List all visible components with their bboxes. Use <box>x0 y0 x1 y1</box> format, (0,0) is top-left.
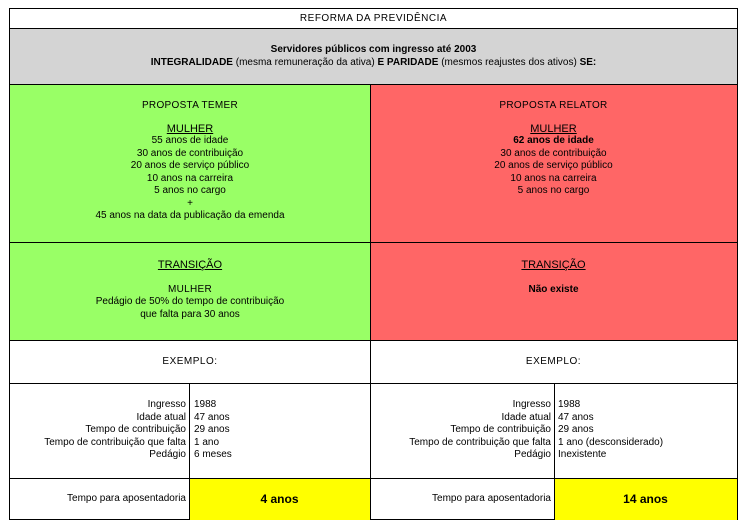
subtitle-paridade-desc: (mesmos reajustes dos ativos) <box>441 56 577 68</box>
grid-line <box>10 28 737 29</box>
subtitle-integralidade-desc: (mesma remuneração da ativa) <box>235 56 375 68</box>
temer-transition-cell <box>10 242 370 340</box>
relator-proposal-cell <box>370 84 737 242</box>
temer-req-6: 45 anos na data da publicação da emenda <box>95 210 285 221</box>
relator-val-contribuicao: 29 anos <box>558 424 594 435</box>
relator-result-value: 14 anos <box>554 478 737 520</box>
relator-req-3: 10 anos na carreira <box>510 172 597 184</box>
relator-val-idade: 47 anos <box>558 411 594 423</box>
temer-val-ingresso: 1988 <box>194 399 217 410</box>
subtitle-paridade: E PARIDADE <box>377 56 439 68</box>
relator-group-label: MULHER <box>530 122 577 135</box>
temer-result-value: 4 anos <box>189 478 370 520</box>
temer-val-idade: 47 anos <box>194 411 230 423</box>
relator-key-falta: Tempo de contribuição que falta <box>409 436 551 448</box>
temer-transition-line1: Pedágio de 50% do tempo de contribuição <box>95 296 285 307</box>
temer-key-idade: Idade atual <box>136 411 186 423</box>
temer-key-falta: Tempo de contribuição que falta <box>44 436 186 448</box>
relator-val-falta: 1 ano (desconsiderado) <box>558 436 664 448</box>
temer-proposal-header: PROPOSTA TEMER <box>141 100 239 111</box>
relator-example-keys <box>370 399 551 462</box>
comparison-table <box>9 8 738 520</box>
relator-val-ingresso: 1988 <box>558 399 581 410</box>
temer-transition-line2: que falta para 30 anos <box>140 308 240 320</box>
temer-req-plus: + <box>187 197 193 209</box>
temer-req-3: 20 anos de serviço público <box>130 160 250 171</box>
subtitle-line2 <box>10 57 737 70</box>
temer-val-contribuicao: 29 anos <box>194 424 230 435</box>
grid-line <box>189 383 190 520</box>
relator-key-pedagio: Pedágio <box>514 449 551 460</box>
temer-req-5: 5 anos no cargo <box>154 185 226 196</box>
relator-req-age: 62 anos de idade <box>513 135 594 146</box>
grid-line <box>10 478 737 479</box>
temer-req-2: 30 anos de contribuição <box>136 147 244 159</box>
grid-line <box>370 84 371 520</box>
relator-key-idade: Idade atual <box>501 411 551 423</box>
relator-transition-cell <box>370 242 737 340</box>
temer-val-falta: 1 ano <box>194 436 220 448</box>
subtitle-line1: Servidores públicos com ingresso até 2003 <box>270 44 477 55</box>
relator-transition-title: TRANSIÇÃO <box>521 259 586 271</box>
temer-transition-group: MULHER <box>167 283 213 295</box>
relator-val-pedagio: Inexistente <box>558 449 607 460</box>
relator-key-contribuicao: Tempo de contribuição <box>450 424 551 435</box>
relator-req-2: 20 anos de serviço público <box>494 160 613 171</box>
temer-example-values <box>194 399 364 462</box>
temer-result-label: Tempo para aposentadoria <box>67 493 186 504</box>
temer-val-pedagio: 6 meses <box>194 449 232 460</box>
relator-req-1: 30 anos de contribuição <box>500 147 607 159</box>
relator-key-ingresso: Ingresso <box>512 399 551 410</box>
subtitle-se: SE: <box>579 56 597 68</box>
temer-example-label: EXEMPLO: <box>162 356 218 367</box>
temer-key-ingresso: Ingresso <box>147 399 186 410</box>
grid-line <box>10 84 737 85</box>
relator-example-label: EXEMPLO: <box>525 356 582 367</box>
temer-example-keys <box>10 399 186 462</box>
relator-example-values <box>558 399 734 462</box>
temer-key-pedagio: Pedágio <box>149 449 186 460</box>
grid-line <box>554 383 555 520</box>
temer-key-contribuicao: Tempo de contribuição <box>85 424 186 435</box>
temer-req-4: 10 anos na carreira <box>146 172 234 184</box>
grid-line <box>10 242 737 243</box>
temer-proposal-cell <box>10 84 370 242</box>
grid-line <box>10 340 737 341</box>
relator-req-4: 5 anos no cargo <box>517 185 590 196</box>
relator-proposal-header: PROPOSTA RELATOR <box>499 100 608 111</box>
temer-req-1: 55 anos de idade <box>151 135 229 146</box>
table-title: REFORMA DA PREVIDÊNCIA <box>299 13 448 24</box>
relator-result-label: Tempo para aposentadoria <box>432 493 551 504</box>
subtitle-integralidade: INTEGRALIDADE <box>150 56 233 68</box>
subtitle-band <box>10 28 737 84</box>
temer-group-label: MULHER <box>166 122 214 135</box>
grid-line <box>10 383 737 384</box>
temer-transition-title: TRANSIÇÃO <box>157 259 223 271</box>
relator-transition-text: Não existe <box>528 283 579 295</box>
